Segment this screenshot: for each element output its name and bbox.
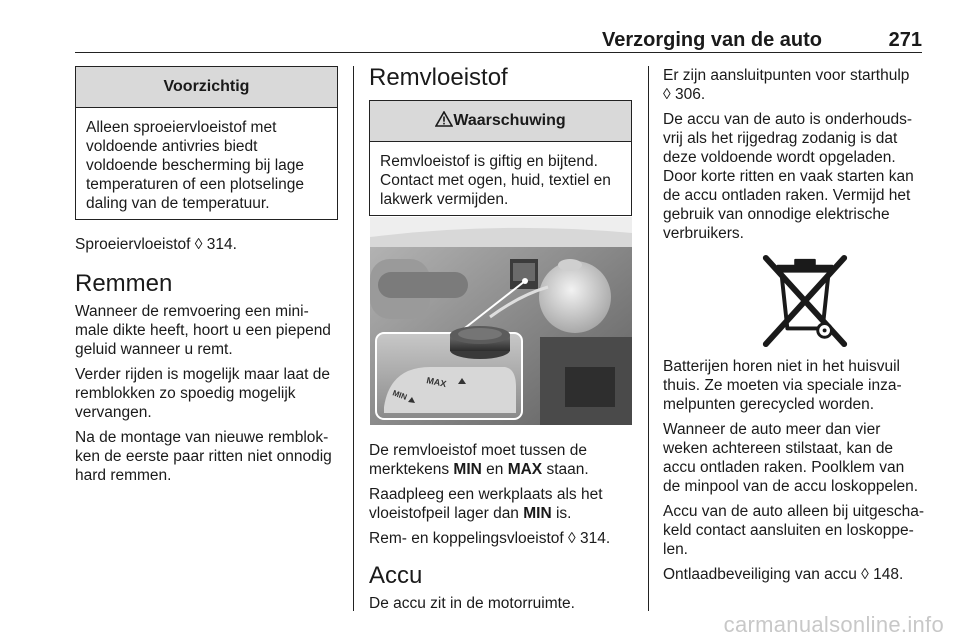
section-heading-remmen: Remmen <box>75 270 173 297</box>
battery-location-text: De accu zit in de motorruimte. <box>369 595 575 612</box>
text-line: geluid wanneer u remt. <box>75 341 233 358</box>
column-2-text <box>369 441 637 619</box>
text-line: deze voldoende wordt opgeladen. <box>663 149 896 166</box>
connect-paragraph <box>663 502 931 559</box>
text-line: thuis. Ze moeten via speciale inza- <box>663 377 902 394</box>
washer-fluid-reference[interactable]: Sproeiervloeistof ◊ 314. <box>75 236 237 253</box>
text-fragment: vloeistofpeil lager dan <box>369 505 524 522</box>
running-header-title: Verzorging van de auto <box>601 29 822 51</box>
text-line: Na de montage van nieuwe remblok- <box>75 429 329 446</box>
caution-title: Voorzichtig <box>76 67 337 108</box>
text-line: male dikte heeft, hoort u een piepend <box>75 322 331 339</box>
text-line: De remvloeistof moet tussen de <box>369 442 587 459</box>
text-line: len. <box>663 541 688 558</box>
column-1 <box>75 66 338 491</box>
discharge-protection-reference[interactable]: Ontlaadbeveiliging van accu ◊ 148. <box>663 566 904 583</box>
text-fragment: is. <box>551 505 572 522</box>
text-line: Accu van de auto alleen bij uitgescha- <box>663 503 925 520</box>
text-line: de minpool van de accu loskoppelen. <box>663 478 919 495</box>
section-heading-remvloeistof: Remvloeistof <box>369 64 508 91</box>
text-line: ken de eerste paar ritten niet onnodig <box>75 448 332 465</box>
text-line: Er zijn aansluitpunten voor starthulp <box>663 67 910 84</box>
caution-line: voldoende bescherming bij lage <box>86 157 305 174</box>
text-line: vrij als het rijgedrag zodanig is dat <box>663 130 898 147</box>
caution-line: daling van de temperatuur. <box>86 195 270 212</box>
text-line: Wanneer de remvoering een mini- <box>75 303 309 320</box>
maintenance-paragraph <box>663 110 928 243</box>
min-mark-label: MIN <box>391 388 409 402</box>
brakes-paragraph <box>75 428 338 485</box>
brakes-paragraph <box>75 365 338 422</box>
column-3 <box>663 66 928 249</box>
min-mark-text: MIN <box>523 505 552 522</box>
text-line: vervangen. <box>75 404 152 421</box>
brake-fluid-reservoir-photo <box>370 217 632 425</box>
column-divider-1 <box>353 66 354 611</box>
text-line: remblokken zo spoedig mogelijk <box>75 385 296 402</box>
fluid-reference[interactable]: Rem- en koppelingsvloeistof ◊ 314. <box>369 530 611 547</box>
text-line: keld contact aansluiten en loskoppe- <box>663 522 914 539</box>
text-fragment: merktekens <box>369 461 454 478</box>
consult-paragraph <box>369 485 637 523</box>
warning-line: lakwerk vermijden. <box>380 191 509 208</box>
crossed-bin-icon <box>756 252 854 350</box>
caution-box <box>75 66 338 220</box>
text-line: de accu ontladen raken. Vermijd het <box>663 187 911 204</box>
text-line: Batterijen horen niet in het huisvuil <box>663 358 900 375</box>
caution-line: voldoende antivries biedt <box>86 138 258 155</box>
text-line: verbruikers. <box>663 225 744 242</box>
warning-header <box>370 101 631 142</box>
text-line: Raadpleeg een werkplaats als het <box>369 486 603 503</box>
text-line: Wanneer de auto meer dan vier <box>663 421 881 438</box>
min-mark-text: MIN <box>453 461 482 478</box>
text-line: melpunten gerecycled worden. <box>663 396 875 413</box>
warning-line: Contact met ogen, huid, textiel en <box>380 172 611 189</box>
brakes-paragraph <box>75 302 338 359</box>
text-line: De accu van de auto is onderhouds- <box>663 111 913 128</box>
warning-line: Remvloeistof is giftig en bijtend. <box>380 153 598 170</box>
header-rule <box>75 52 922 53</box>
page-number: 271 <box>888 29 922 51</box>
text-fragment: staan. <box>542 461 589 478</box>
max-mark-text: MAX <box>507 461 543 478</box>
text-line: hard remmen. <box>75 467 172 484</box>
jump-start-reference[interactable]: ◊ 306. <box>663 86 706 103</box>
text-line: Door korte ritten en vaak starten kan <box>663 168 914 185</box>
warning-title: Waarschuwing <box>453 112 566 129</box>
standstill-paragraph <box>663 420 931 496</box>
column-divider-2 <box>648 66 649 611</box>
column-3-lower <box>663 357 931 590</box>
warning-triangle-icon <box>435 111 453 127</box>
section-heading-accu: Accu <box>369 562 423 589</box>
warning-body <box>370 142 631 215</box>
jump-start-paragraph <box>663 66 928 104</box>
text-line: accu ontladen raken. Poolklem van <box>663 459 905 476</box>
text-line: weken achtereen stilstaat, kan de <box>663 440 894 457</box>
level-paragraph <box>369 441 637 479</box>
max-mark-label: MAX <box>425 375 448 390</box>
text-line: Verder rijden is mogelijk maar laat de <box>75 366 331 383</box>
caution-line: Alleen sproeiervloeistof met <box>86 119 277 136</box>
warning-box <box>369 100 632 216</box>
text-fragment: en <box>481 461 508 478</box>
column-2 <box>369 64 632 216</box>
text-line: gebruik van onnodige elektrische <box>663 206 890 223</box>
watermark: carmanualsonline.info <box>723 612 944 637</box>
caution-line: temperaturen of een plotselinge <box>86 176 305 193</box>
caution-body <box>76 108 337 219</box>
disposal-paragraph <box>663 357 931 414</box>
